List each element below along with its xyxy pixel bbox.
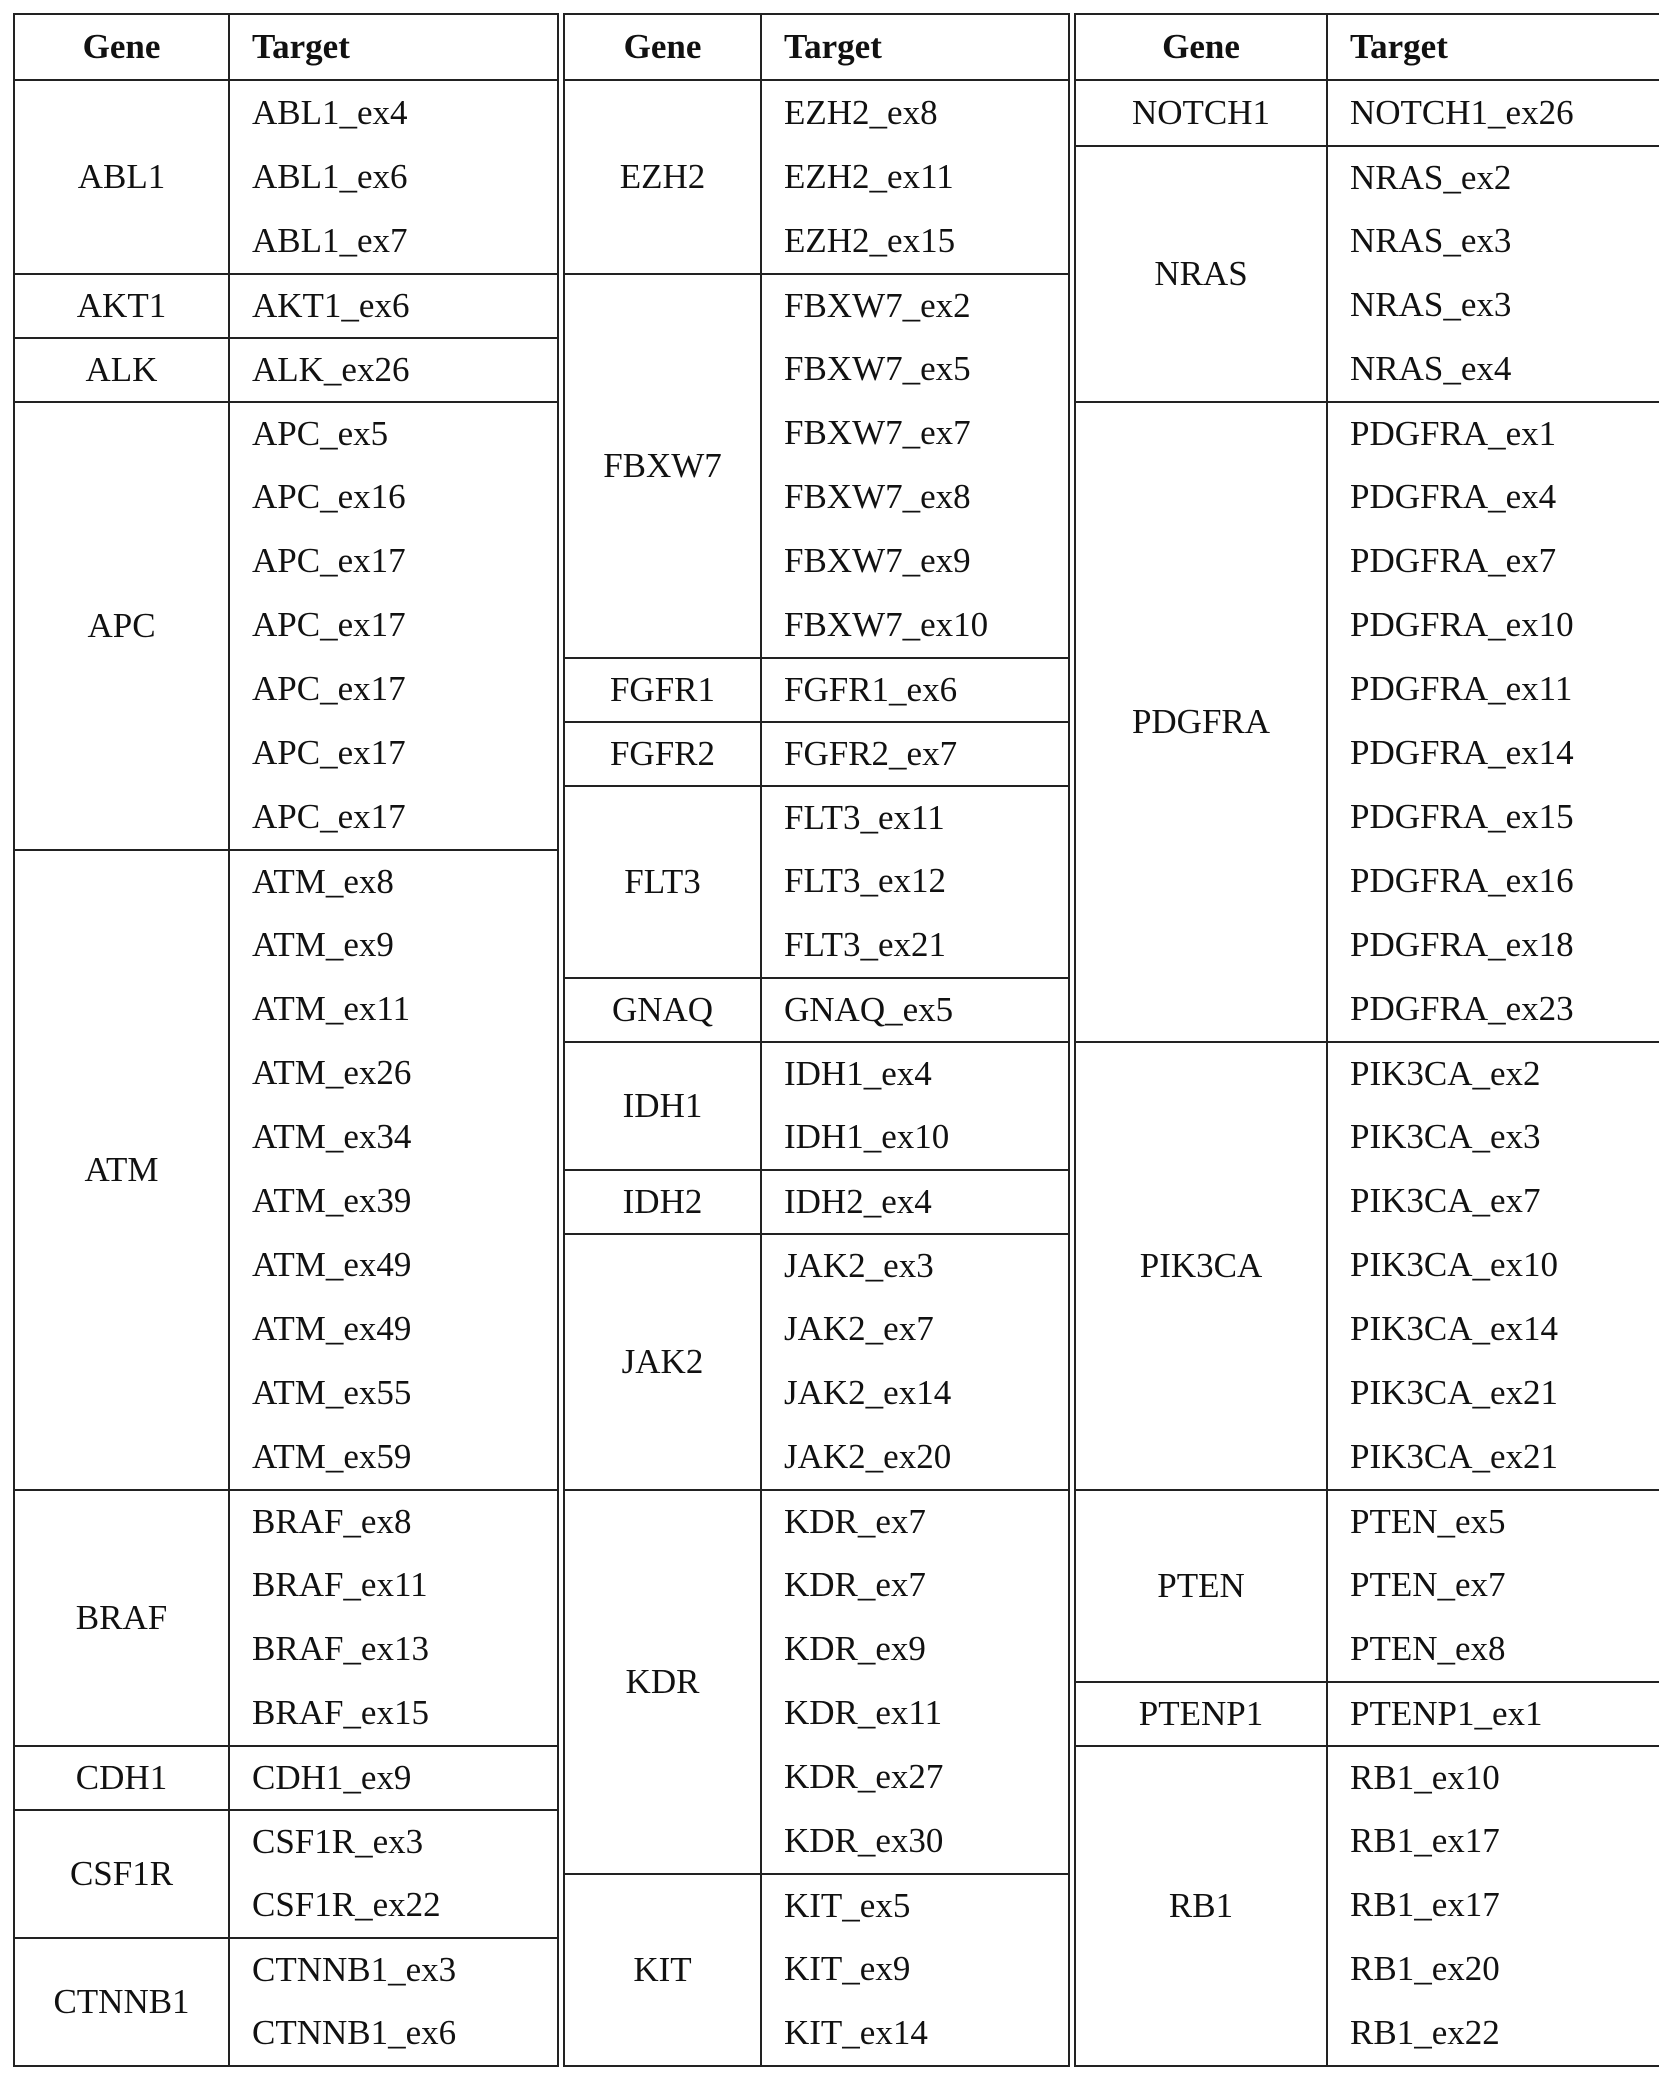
header-gene: Gene (15, 15, 230, 81)
target-cell: RB1_ex17 (1328, 1873, 1659, 1937)
target-cell: RB1_ex20 (1328, 1937, 1659, 2001)
gene-cell: CDH1 (15, 1745, 230, 1809)
target-cell: ATM_ex55 (230, 1361, 557, 1425)
gene-cell: FGFR1 (565, 657, 762, 721)
target-cell: GNAQ_ex5 (762, 977, 1068, 1041)
target-cell: ATM_ex8 (230, 849, 557, 913)
target-cell: ALK_ex26 (230, 337, 557, 401)
target-cell: AKT1_ex6 (230, 273, 557, 337)
gene-cell: PIK3CA (1076, 1041, 1328, 1489)
target-cell: PIK3CA_ex21 (1328, 1425, 1659, 1489)
target-cell: PTENP1_ex1 (1328, 1681, 1659, 1745)
target-cell: NRAS_ex3 (1328, 209, 1659, 273)
target-cell: FLT3_ex12 (762, 849, 1068, 913)
target-cell: FBXW7_ex10 (762, 593, 1068, 657)
target-cell: KIT_ex5 (762, 1873, 1068, 1937)
target-cell: PDGFRA_ex4 (1328, 465, 1659, 529)
target-cell: EZH2_ex15 (762, 209, 1068, 273)
header-gene: Gene (565, 15, 762, 81)
gene-cell: CTNNB1 (15, 1937, 230, 2065)
target-cell: KDR_ex27 (762, 1745, 1068, 1809)
gene-cell: GNAQ (565, 977, 762, 1041)
target-cell: PTEN_ex7 (1328, 1553, 1659, 1617)
target-cell: PDGFRA_ex7 (1328, 529, 1659, 593)
target-cell: JAK2_ex14 (762, 1361, 1068, 1425)
target-cell: FBXW7_ex8 (762, 465, 1068, 529)
gene-cell: KDR (565, 1489, 762, 1873)
gene-cell: PTENP1 (1076, 1681, 1328, 1745)
gene-cell: NOTCH1 (1076, 81, 1328, 145)
header-gene: Gene (1076, 15, 1328, 81)
target-cell: ABL1_ex6 (230, 145, 557, 209)
target-cell: NRAS_ex3 (1328, 273, 1659, 337)
target-cell: BRAF_ex8 (230, 1489, 557, 1553)
target-cell: CDH1_ex9 (230, 1745, 557, 1809)
target-cell: PIK3CA_ex21 (1328, 1361, 1659, 1425)
gene-cell: IDH1 (565, 1041, 762, 1169)
target-cell: PIK3CA_ex3 (1328, 1105, 1659, 1169)
target-cell: CSF1R_ex22 (230, 1873, 557, 1937)
table-group-3 (1074, 13, 1659, 2067)
target-cell: PIK3CA_ex7 (1328, 1169, 1659, 1233)
gene-cell: ALK (15, 337, 230, 401)
target-cell: ATM_ex49 (230, 1233, 557, 1297)
target-cell: APC_ex16 (230, 465, 557, 529)
target-cell: IDH1_ex4 (762, 1041, 1068, 1105)
target-cell: RB1_ex17 (1328, 1809, 1659, 1873)
target-cell: BRAF_ex13 (230, 1617, 557, 1681)
target-cell: FBXW7_ex9 (762, 529, 1068, 593)
target-cell: ATM_ex26 (230, 1041, 557, 1105)
target-cell: KDR_ex30 (762, 1809, 1068, 1873)
target-cell: KDR_ex7 (762, 1489, 1068, 1553)
gene-cell: ABL1 (15, 81, 230, 273)
header-target: Target (762, 15, 1068, 81)
target-cell: PDGFRA_ex10 (1328, 593, 1659, 657)
target-cell: APC_ex17 (230, 785, 557, 849)
target-cell: PIK3CA_ex2 (1328, 1041, 1659, 1105)
target-cell: CTNNB1_ex6 (230, 2001, 557, 2065)
target-cell: NOTCH1_ex26 (1328, 81, 1659, 145)
target-cell: FLT3_ex21 (762, 913, 1068, 977)
target-cell: IDH1_ex10 (762, 1105, 1068, 1169)
target-cell: JAK2_ex7 (762, 1297, 1068, 1361)
gene-target-table (13, 13, 1659, 2067)
target-cell: RB1_ex10 (1328, 1745, 1659, 1809)
target-cell: PDGFRA_ex14 (1328, 721, 1659, 785)
gene-cell: KIT (565, 1873, 762, 2065)
target-cell: BRAF_ex11 (230, 1553, 557, 1617)
gene-cell: RB1 (1076, 1745, 1328, 2065)
target-cell: RB1_ex22 (1328, 2001, 1659, 2065)
target-cell: APC_ex17 (230, 529, 557, 593)
gene-cell: BRAF (15, 1489, 230, 1745)
target-cell: KDR_ex11 (762, 1681, 1068, 1745)
gene-cell: AKT1 (15, 273, 230, 337)
target-cell: CSF1R_ex3 (230, 1809, 557, 1873)
gene-cell: FGFR2 (565, 721, 762, 785)
target-cell: PDGFRA_ex15 (1328, 785, 1659, 849)
target-cell: ATM_ex39 (230, 1169, 557, 1233)
target-cell: KDR_ex9 (762, 1617, 1068, 1681)
table-group-1 (13, 13, 559, 2067)
target-cell: NRAS_ex2 (1328, 145, 1659, 209)
target-cell: KIT_ex14 (762, 2001, 1068, 2065)
target-cell: NRAS_ex4 (1328, 337, 1659, 401)
gene-cell: APC (15, 401, 230, 849)
gene-cell: FBXW7 (565, 273, 762, 657)
target-cell: PDGFRA_ex11 (1328, 657, 1659, 721)
target-cell: ABL1_ex7 (230, 209, 557, 273)
target-cell: EZH2_ex11 (762, 145, 1068, 209)
target-cell: EZH2_ex8 (762, 81, 1068, 145)
target-cell: ATM_ex59 (230, 1425, 557, 1489)
target-cell: ATM_ex49 (230, 1297, 557, 1361)
target-cell: PDGFRA_ex16 (1328, 849, 1659, 913)
gene-cell: PTEN (1076, 1489, 1328, 1681)
gene-cell: IDH2 (565, 1169, 762, 1233)
target-cell: FBXW7_ex7 (762, 401, 1068, 465)
target-cell: KDR_ex7 (762, 1553, 1068, 1617)
gene-cell: FLT3 (565, 785, 762, 977)
target-cell: CTNNB1_ex3 (230, 1937, 557, 2001)
target-cell: PDGFRA_ex23 (1328, 977, 1659, 1041)
table-group-2 (563, 13, 1070, 2067)
target-cell: JAK2_ex20 (762, 1425, 1068, 1489)
target-cell: ABL1_ex4 (230, 81, 557, 145)
target-cell: FGFR2_ex7 (762, 721, 1068, 785)
target-cell: FGFR1_ex6 (762, 657, 1068, 721)
target-cell: FBXW7_ex2 (762, 273, 1068, 337)
target-cell: BRAF_ex15 (230, 1681, 557, 1745)
gene-cell: EZH2 (565, 81, 762, 273)
header-target: Target (1328, 15, 1659, 81)
gene-cell: NRAS (1076, 145, 1328, 401)
gene-cell: JAK2 (565, 1233, 762, 1489)
target-cell: FLT3_ex11 (762, 785, 1068, 849)
target-cell: ATM_ex9 (230, 913, 557, 977)
target-cell: PTEN_ex5 (1328, 1489, 1659, 1553)
target-cell: ATM_ex11 (230, 977, 557, 1041)
target-cell: APC_ex17 (230, 593, 557, 657)
target-cell: ATM_ex34 (230, 1105, 557, 1169)
header-target: Target (230, 15, 557, 81)
target-cell: KIT_ex9 (762, 1937, 1068, 2001)
target-cell: FBXW7_ex5 (762, 337, 1068, 401)
target-cell: PIK3CA_ex10 (1328, 1233, 1659, 1297)
target-cell: PDGFRA_ex18 (1328, 913, 1659, 977)
target-cell: APC_ex17 (230, 657, 557, 721)
target-cell: PTEN_ex8 (1328, 1617, 1659, 1681)
gene-cell: PDGFRA (1076, 401, 1328, 1041)
target-cell: PIK3CA_ex14 (1328, 1297, 1659, 1361)
target-cell: APC_ex17 (230, 721, 557, 785)
gene-cell: CSF1R (15, 1809, 230, 1937)
target-cell: APC_ex5 (230, 401, 557, 465)
target-cell: JAK2_ex3 (762, 1233, 1068, 1297)
gene-cell: ATM (15, 849, 230, 1489)
target-cell: PDGFRA_ex1 (1328, 401, 1659, 465)
target-cell: IDH2_ex4 (762, 1169, 1068, 1233)
